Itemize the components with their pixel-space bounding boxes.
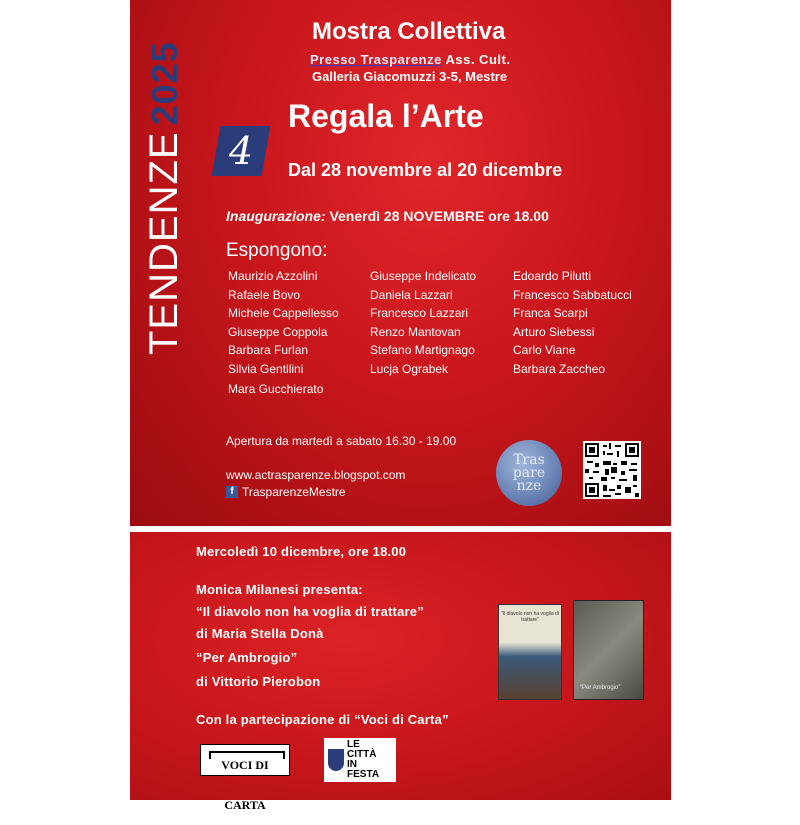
event-presenter: Monica Milanesi presenta: (196, 582, 363, 597)
book-cover-title: “Per Ambrogio” (580, 685, 621, 691)
exhibition-dates: Dal 28 novembre al 20 dicembre (288, 160, 563, 180)
artist-name: Barbara Furlan (228, 343, 309, 357)
book1-title: “Il diavolo non ha voglia di trattare” (196, 604, 424, 619)
artist-name: Mara Gucchierato (228, 382, 324, 396)
artist-name: Michele Cappellesso (228, 306, 339, 320)
edition-number: 4 (228, 129, 254, 173)
tendenze-word: TENDENZE (142, 131, 186, 355)
book-cover-ambrogio (573, 600, 644, 700)
artist-name: Renzo Mantovan (370, 324, 461, 339)
qr-code[interactable] (583, 441, 641, 499)
trasparenze-logo (496, 440, 562, 506)
artist-name: Daniela Lazzari (370, 287, 453, 302)
artist-name: Maurizio Azzolini (228, 269, 318, 283)
citta-word: LE (347, 739, 360, 750)
artist-column-2 (370, 267, 476, 378)
artist-name: Francesco Sabbatucci (513, 287, 632, 302)
facebook-icon: f (226, 486, 238, 498)
artist-name: Francesco Lazzari (370, 306, 469, 320)
le-citta-in-festa-logo (324, 738, 396, 782)
tendenze-vertical-title (142, 41, 187, 355)
artist-name: Rafaele Bovo (228, 287, 301, 302)
book-cover-diavolo (498, 604, 562, 700)
artist-name: Silvia Gentilini (228, 361, 304, 376)
logo-text: nze (516, 477, 542, 494)
venue-address: Galleria Giacomuzzi 3-5, Mestre (312, 69, 508, 84)
artist-column-1 (228, 267, 339, 378)
artist-name: Giuseppe Coppola (228, 324, 328, 339)
artist-name: Lucja Ograbek (370, 361, 449, 376)
book-cover-title: “Il diavolo non ha voglia di trattare” (501, 611, 559, 623)
book2-author: di Vittorio Pierobon (196, 674, 321, 689)
artist-name: Carlo Viane (513, 343, 576, 357)
headline: Regala l’Arte (288, 98, 484, 134)
book2-title: “Per Ambrogio” (196, 650, 298, 665)
inauguration-text: Venerdì 28 NOVEMBRE ore 18.00 (325, 208, 549, 224)
citta-text (347, 740, 379, 780)
artist-column-3 (513, 267, 632, 378)
artist-name: Barbara Zaccheo (513, 361, 606, 376)
facebook-link[interactable] (226, 485, 346, 499)
venue-link[interactable]: Presso Trasparenze (310, 52, 442, 67)
inauguration-label: Inaugurazione: (226, 208, 326, 224)
tendenze-year: 2025 (144, 41, 185, 126)
voci-di-carta-logo: VOCI DI CARTA (200, 744, 290, 776)
citta-word: CITTÀ (347, 749, 377, 760)
website-link[interactable]: www.actrasparenze.blogspot.com (226, 468, 406, 482)
venue-suffix: Ass. Cult. (441, 52, 511, 67)
artist-name: Arturo Siebessi (513, 324, 595, 339)
venue-line (310, 52, 510, 67)
logo-text: pare (512, 464, 546, 481)
artist-name: Stefano Martignago (370, 343, 475, 357)
facebook-handle: TrasparenzeMestre (242, 485, 346, 499)
artist-name: Edoardo Pilutti (513, 269, 592, 283)
inauguration-line (226, 208, 549, 224)
exhibition-title: Mostra Collettiva (312, 18, 506, 45)
citta-word: IN (347, 759, 357, 770)
exhibitors-heading: Espongono: (226, 240, 328, 261)
artist-name: Franca Scarpi (513, 306, 588, 320)
participation-line: Con la partecipazione di “Voci di Carta” (196, 712, 449, 727)
book1-author: di Maria Stella Donà (196, 626, 324, 641)
edition-number-box (212, 126, 271, 176)
exhibition-panel (130, 0, 671, 526)
citta-word: FESTA (347, 769, 380, 780)
event-date: Mercoledì 10 dicembre, ore 18.00 (196, 544, 407, 559)
crest-icon (328, 749, 344, 771)
opening-hours: Apertura da martedì a sabato 16.30 - 19.00 (226, 434, 457, 448)
logo-text: Tras (513, 451, 545, 468)
artist-name: Giuseppe Indelicato (370, 269, 477, 283)
poster (130, 0, 671, 812)
